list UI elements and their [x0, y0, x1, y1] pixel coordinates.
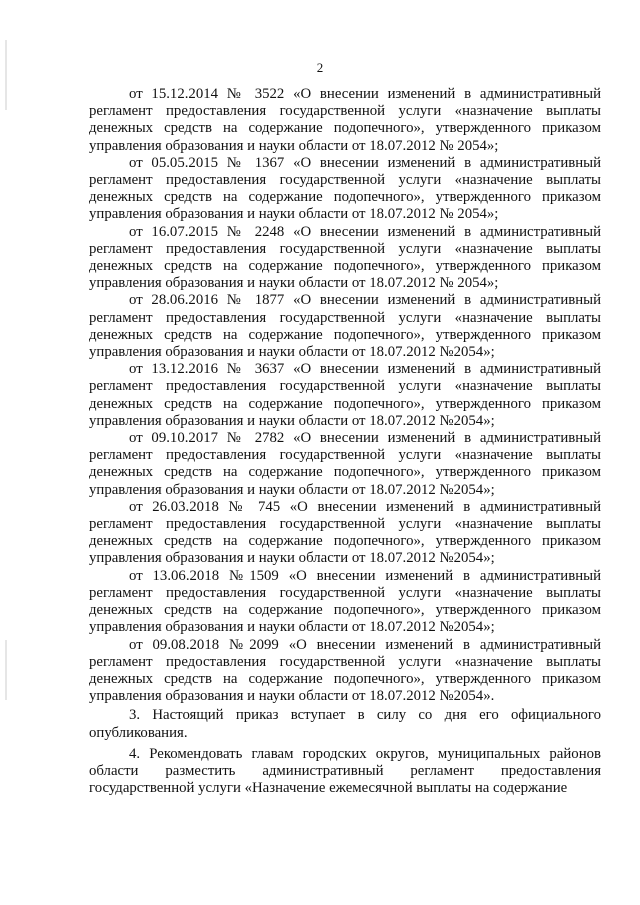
amendment-item: от 15.12.2014 № 3522 «О внесении изменений в административный регламент предоставления государственной услуги «назначение выплаты денежных средств на содержание подопечного», утвержденного приказом управления образования и науки области от 18.07.2012 № 2054»;: [89, 86, 601, 154]
amendment-item: от 05.05.2015 № 1367 «О внесении изменений в административный регламент предоставления государственной услуги «назначение выплаты денежных средств на содержание подопечного», утвержденного приказом управления образования и науки области от 18.07.2012 № 2054»;: [89, 154, 601, 223]
amendment-item: от 13.06.2018 №1509 «О внесении изменений в административный регламент предоставления государственной услуги «назначение выплаты денежных средств на содержание подопечного», утвержденного приказом управления образования и науки области от 18.07.2012 №2054»;: [89, 567, 601, 636]
scan-edge-mark: [5, 640, 7, 700]
amendment-item: от 09.08.2018 №2099 «О внесении изменений в административный регламент предоставления государственной услуги «назначение выплаты денежных средств на содержание подопечного», утвержденного приказом управления образования и науки области от 18.07.2012 №2054».: [89, 636, 601, 705]
amendment-item: от 16.07.2015 № 2248 «О внесении изменений в административный регламент предоставления государственной услуги «назначение выплаты денежных средств на содержание подопечного», утвержденного приказом управления образования и науки области от 18.07.2012 № 2054»;: [89, 223, 601, 292]
paragraph-recommendation: 4. Рекомендовать главам городских округов, муниципальных районов области разместить административный регламент предоставления государственной услуги «Назначение ежемесячной выплаты на содержание: [89, 745, 601, 797]
page-number: 2: [316, 60, 324, 75]
amendment-item: от 28.06.2016 № 1877 «О внесении изменений в административный регламент предоставления государственной услуги «назначение выплаты денежных средств на содержание подопечного», утвержденного приказом управления образования и науки области от 18.07.2012 №2054»;: [89, 292, 601, 361]
amendment-item: от 09.10.2017 № 2782 «О внесении изменений в административный регламент предоставления государственной услуги «назначение выплаты денежных средств на содержание подопечного», утвержденного приказом управления образования и науки области от 18.07.2012 №2054»;: [89, 430, 601, 498]
amendment-item: от 13.12.2016 № 3637 «О внесении изменений в административный регламент предоставления государственной услуги «назначение выплаты денежных средств на содержание подопечного», утвержденного приказом управления образования и науки области от 18.07.2012 №2054»;: [89, 361, 601, 429]
document-body: [89, 86, 601, 797]
amendment-list: [89, 86, 601, 705]
paragraph-effective-date: 3. Настоящий приказ вступает в силу со дня его официального опубликования.: [89, 707, 601, 741]
amendment-item: от 26.03.2018 № 745 «О внесении изменений в административный регламент предоставления государственной услуги «назначение выплаты денежных средств на содержание подопечного», утвержденного приказом управления образования и науки области от 18.07.2012 №2054»;: [89, 498, 601, 567]
